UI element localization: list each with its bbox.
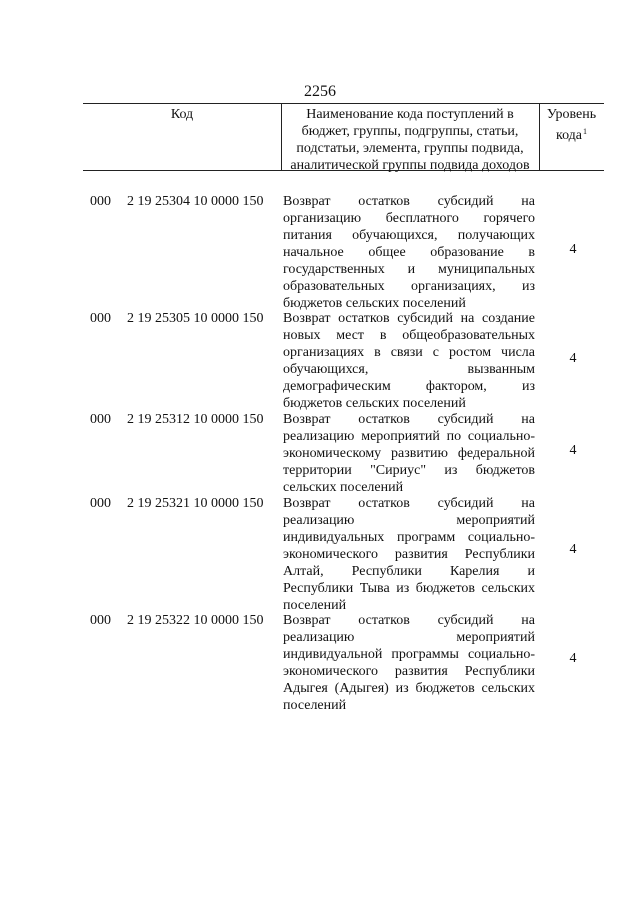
header-level-label bbox=[539, 106, 604, 144]
header-name-line: подстатьи, элемента, группы подвида, bbox=[296, 141, 524, 156]
header-name-line: бюджет, группы, подгруппы, статьи, bbox=[301, 124, 519, 139]
description-line: индивидуальных программ социально- bbox=[283, 530, 535, 545]
header-name-line: Наименование кода поступлений в bbox=[306, 107, 514, 122]
description-line: Республики Тыва из бюджетов сельских bbox=[283, 581, 535, 596]
description-line: демографическим фактором, из bbox=[283, 379, 535, 394]
revenue-code: 2 19 25312 10 0000 150 bbox=[127, 412, 264, 427]
description-line: Адыгея (Адыгея) из бюджетов сельских bbox=[283, 681, 535, 696]
description-line: обучающихся, вызванным bbox=[283, 362, 535, 377]
code-level: 4 bbox=[569, 443, 577, 458]
description-line: новых мест в общеобразовательных bbox=[283, 328, 535, 343]
revenue-description bbox=[283, 310, 535, 412]
description-line: государственных и муниципальных bbox=[283, 262, 535, 277]
description-line: Возврат остатков субсидий на bbox=[283, 496, 535, 511]
description-line: сельских поселений bbox=[283, 480, 404, 495]
description-line: поселений bbox=[283, 598, 347, 613]
revenue-code: 2 19 25321 10 0000 150 bbox=[127, 496, 264, 511]
header-name-label bbox=[281, 106, 539, 174]
revenue-description bbox=[283, 495, 535, 614]
description-line: поселений bbox=[283, 698, 347, 713]
description-line: организациях в связи с ростом числа bbox=[283, 345, 535, 360]
description-line: Возврат остатков субсидий на bbox=[283, 613, 535, 628]
description-line: образовательных организациях, из bbox=[283, 279, 535, 294]
code-level: 4 bbox=[569, 242, 577, 257]
description-line: бюджетов сельских поселений bbox=[283, 396, 466, 411]
revenue-code: 2 19 25304 10 0000 150 bbox=[127, 194, 264, 209]
header-level-word: кода bbox=[555, 128, 583, 143]
description-line: реализацию мероприятий bbox=[283, 513, 535, 528]
description-line: экономическому развитию федеральной bbox=[283, 446, 535, 461]
header-level-line: Уровень bbox=[546, 107, 597, 122]
description-line: питания обучающихся, получающих bbox=[283, 228, 535, 243]
description-line: реализацию мероприятий по социально- bbox=[283, 429, 535, 444]
description-line: организацию бесплатного горячего bbox=[283, 211, 535, 226]
footnote-marker: 1 bbox=[583, 127, 588, 136]
admin-code: 000 bbox=[90, 194, 111, 209]
description-line: Алтай, Республики Карелия и bbox=[283, 564, 535, 579]
description-line: начальное общее образование в bbox=[283, 245, 535, 260]
admin-code: 000 bbox=[90, 311, 111, 326]
description-line: реализацию мероприятий bbox=[283, 630, 535, 645]
revenue-description bbox=[283, 193, 535, 312]
description-line: Возврат остатков субсидий на bbox=[283, 194, 535, 209]
description-line: экономического развития Республики bbox=[283, 547, 535, 562]
admin-code: 000 bbox=[90, 412, 111, 427]
revenue-code: 2 19 25305 10 0000 150 bbox=[127, 311, 264, 326]
page-number: 2256 bbox=[304, 83, 336, 100]
description-line: Возврат остатков субсидий на bbox=[283, 412, 535, 427]
revenue-description bbox=[283, 411, 535, 496]
revenue-code: 2 19 25322 10 0000 150 bbox=[127, 613, 264, 628]
description-line: бюджетов сельских поселений bbox=[283, 296, 466, 311]
admin-code: 000 bbox=[90, 496, 111, 511]
revenue-description bbox=[283, 612, 535, 714]
code-level: 4 bbox=[569, 651, 577, 666]
description-line: экономического развития Республики bbox=[283, 664, 535, 679]
admin-code: 000 bbox=[90, 613, 111, 628]
code-level: 4 bbox=[569, 351, 577, 366]
header-level-line bbox=[539, 123, 604, 144]
description-line: территории "Сириус" из бюджетов bbox=[283, 463, 535, 478]
description-line: индивидуальной программы социально- bbox=[283, 647, 535, 662]
table-header bbox=[83, 103, 604, 171]
header-name-line: аналитической группы подвида доходов bbox=[290, 158, 530, 173]
description-line: Возврат остатков субсидий на создание bbox=[283, 311, 535, 326]
header-code-label: Код bbox=[170, 107, 194, 122]
code-level: 4 bbox=[569, 542, 577, 557]
